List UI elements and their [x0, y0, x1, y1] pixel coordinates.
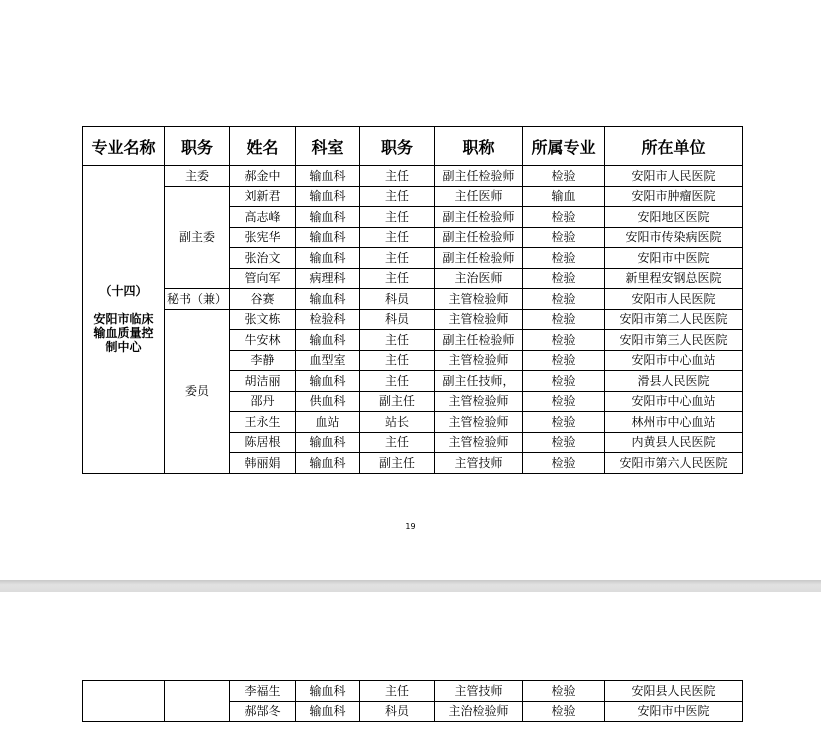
member-department: 输血科: [296, 371, 360, 392]
table-row: [83, 289, 743, 310]
member-field: 检验: [523, 309, 605, 330]
member-position: 主任: [360, 227, 435, 248]
member-field: 检验: [523, 268, 605, 289]
member-name: 李福生: [230, 681, 296, 702]
member-field: 检验: [523, 681, 605, 702]
member-position: 主任: [360, 330, 435, 351]
member-name: 管向军: [230, 268, 296, 289]
member-unit: 安阳市肿瘤医院: [605, 186, 743, 207]
member-position: 主任: [360, 207, 435, 228]
member-department: 血站: [296, 412, 360, 433]
member-unit: 安阳市中医院: [605, 248, 743, 269]
member-unit: 安阳市第二人民医院: [605, 309, 743, 330]
role-cell-continued: [165, 681, 230, 722]
member-unit: 安阳市人民医院: [605, 289, 743, 310]
member-field: 检验: [523, 248, 605, 269]
member-name: 郝金中: [230, 166, 296, 187]
header-department: 科室: [296, 127, 360, 166]
member-title: 主管检验师: [435, 391, 523, 412]
member-unit: 安阳县人民医院: [605, 681, 743, 702]
member-department: 输血科: [296, 248, 360, 269]
member-name: 谷赛: [230, 289, 296, 310]
member-department: 输血科: [296, 432, 360, 453]
roster-continuation-table: [82, 680, 743, 722]
page-separator: [0, 580, 821, 592]
table-row: [83, 166, 743, 187]
member-name: 韩丽娟: [230, 453, 296, 474]
member-title: 主管检验师: [435, 289, 523, 310]
member-title: 主管技师: [435, 681, 523, 702]
member-department: 输血科: [296, 227, 360, 248]
member-field: 检验: [523, 289, 605, 310]
member-department: 供血科: [296, 391, 360, 412]
header-specialty: 专业名称: [83, 127, 165, 166]
member-field: 检验: [523, 330, 605, 351]
member-department: 输血科: [296, 207, 360, 228]
member-unit: 安阳市第六人民医院: [605, 453, 743, 474]
member-unit: 安阳市中医院: [605, 701, 743, 722]
committee-roster-table: [82, 126, 743, 474]
member-position: 主任: [360, 432, 435, 453]
member-unit: 林州市中心血站: [605, 412, 743, 433]
member-position: 主任: [360, 186, 435, 207]
member-department: 输血科: [296, 701, 360, 722]
member-title: 主任医师: [435, 186, 523, 207]
member-field: 输血: [523, 186, 605, 207]
role-cell: 副主委: [165, 186, 230, 289]
member-department: 输血科: [296, 166, 360, 187]
member-title: 副主任检验师: [435, 330, 523, 351]
member-unit: 内黄县人民医院: [605, 432, 743, 453]
member-name: 陈居根: [230, 432, 296, 453]
member-name: 李静: [230, 350, 296, 371]
member-position: 站长: [360, 412, 435, 433]
member-unit: 安阳地区医院: [605, 207, 743, 228]
member-title: 主管技师: [435, 453, 523, 474]
member-position: 科员: [360, 289, 435, 310]
member-position: 主任: [360, 371, 435, 392]
member-unit: 安阳市第三人民医院: [605, 330, 743, 351]
header-role: 职务: [165, 127, 230, 166]
member-unit: 安阳市人民医院: [605, 166, 743, 187]
member-position: 科员: [360, 701, 435, 722]
member-title: 副主任检验师: [435, 248, 523, 269]
member-name: 张治文: [230, 248, 296, 269]
member-position: 副主任: [360, 453, 435, 474]
member-title: 副主任检验师: [435, 207, 523, 228]
header-name: 姓名: [230, 127, 296, 166]
member-department: 输血科: [296, 186, 360, 207]
member-field: 检验: [523, 432, 605, 453]
member-name: 高志峰: [230, 207, 296, 228]
role-cell: 委员: [165, 309, 230, 473]
member-unit: 新里程安钢总医院: [605, 268, 743, 289]
member-field: 检验: [523, 391, 605, 412]
table-row: [83, 681, 743, 702]
member-title: 主治医师: [435, 268, 523, 289]
member-name: 刘新君: [230, 186, 296, 207]
member-title: 主管检验师: [435, 412, 523, 433]
member-unit: 安阳市中心血站: [605, 391, 743, 412]
roster-body: [83, 166, 743, 474]
header-title: 职称: [435, 127, 523, 166]
member-title: 主管检验师: [435, 309, 523, 330]
specialty-name: 安阳市临床输血质量控制中心: [93, 312, 154, 355]
member-field: 检验: [523, 412, 605, 433]
continuation-body: [83, 681, 743, 722]
page-number: 19: [405, 522, 416, 531]
member-name: 王永生: [230, 412, 296, 433]
member-department: 检验科: [296, 309, 360, 330]
member-field: 检验: [523, 166, 605, 187]
member-title: 主治检验师: [435, 701, 523, 722]
header-unit: 所在单位: [605, 127, 743, 166]
table-header-row: [83, 127, 743, 166]
member-name: 张文栋: [230, 309, 296, 330]
member-position: 主任: [360, 350, 435, 371]
member-title: 副主任技师，: [435, 371, 523, 392]
member-field: 检验: [523, 453, 605, 474]
member-title: 副主任检验师: [435, 227, 523, 248]
role-cell: 主委: [165, 166, 230, 187]
role-cell: 秘书（兼）: [165, 289, 230, 310]
member-name: 牛安林: [230, 330, 296, 351]
member-position: 主任: [360, 166, 435, 187]
member-department: 输血科: [296, 330, 360, 351]
specialty-number: （十四）: [99, 284, 148, 299]
member-department: 病理科: [296, 268, 360, 289]
member-name: 邵丹: [230, 391, 296, 412]
member-title: 主管检验师: [435, 350, 523, 371]
document-page-2: [0, 592, 821, 754]
member-department: 血型室: [296, 350, 360, 371]
member-unit: 滑县人民医院: [605, 371, 743, 392]
table-row: [83, 309, 743, 330]
member-field: 检验: [523, 350, 605, 371]
member-field: 检验: [523, 701, 605, 722]
specialty-cell-continued: [83, 681, 165, 722]
member-position: 副主任: [360, 391, 435, 412]
specialty-cell: [83, 166, 165, 474]
member-field: 检验: [523, 227, 605, 248]
member-title: 副主任检验师: [435, 166, 523, 187]
member-department: 输血科: [296, 453, 360, 474]
member-name: 张宪华: [230, 227, 296, 248]
member-unit: 安阳市传染病医院: [605, 227, 743, 248]
member-title: 主管检验师: [435, 432, 523, 453]
member-name: 胡洁丽: [230, 371, 296, 392]
member-name: 郝郜冬: [230, 701, 296, 722]
member-position: 主任: [360, 681, 435, 702]
member-position: 科员: [360, 309, 435, 330]
member-field: 检验: [523, 207, 605, 228]
member-department: 输血科: [296, 681, 360, 702]
member-position: 主任: [360, 268, 435, 289]
member-field: 检验: [523, 371, 605, 392]
header-position: 职务: [360, 127, 435, 166]
member-position: 主任: [360, 248, 435, 269]
member-unit: 安阳市中心血站: [605, 350, 743, 371]
member-department: 输血科: [296, 289, 360, 310]
header-field: 所属专业: [523, 127, 605, 166]
table-row: [83, 186, 743, 207]
